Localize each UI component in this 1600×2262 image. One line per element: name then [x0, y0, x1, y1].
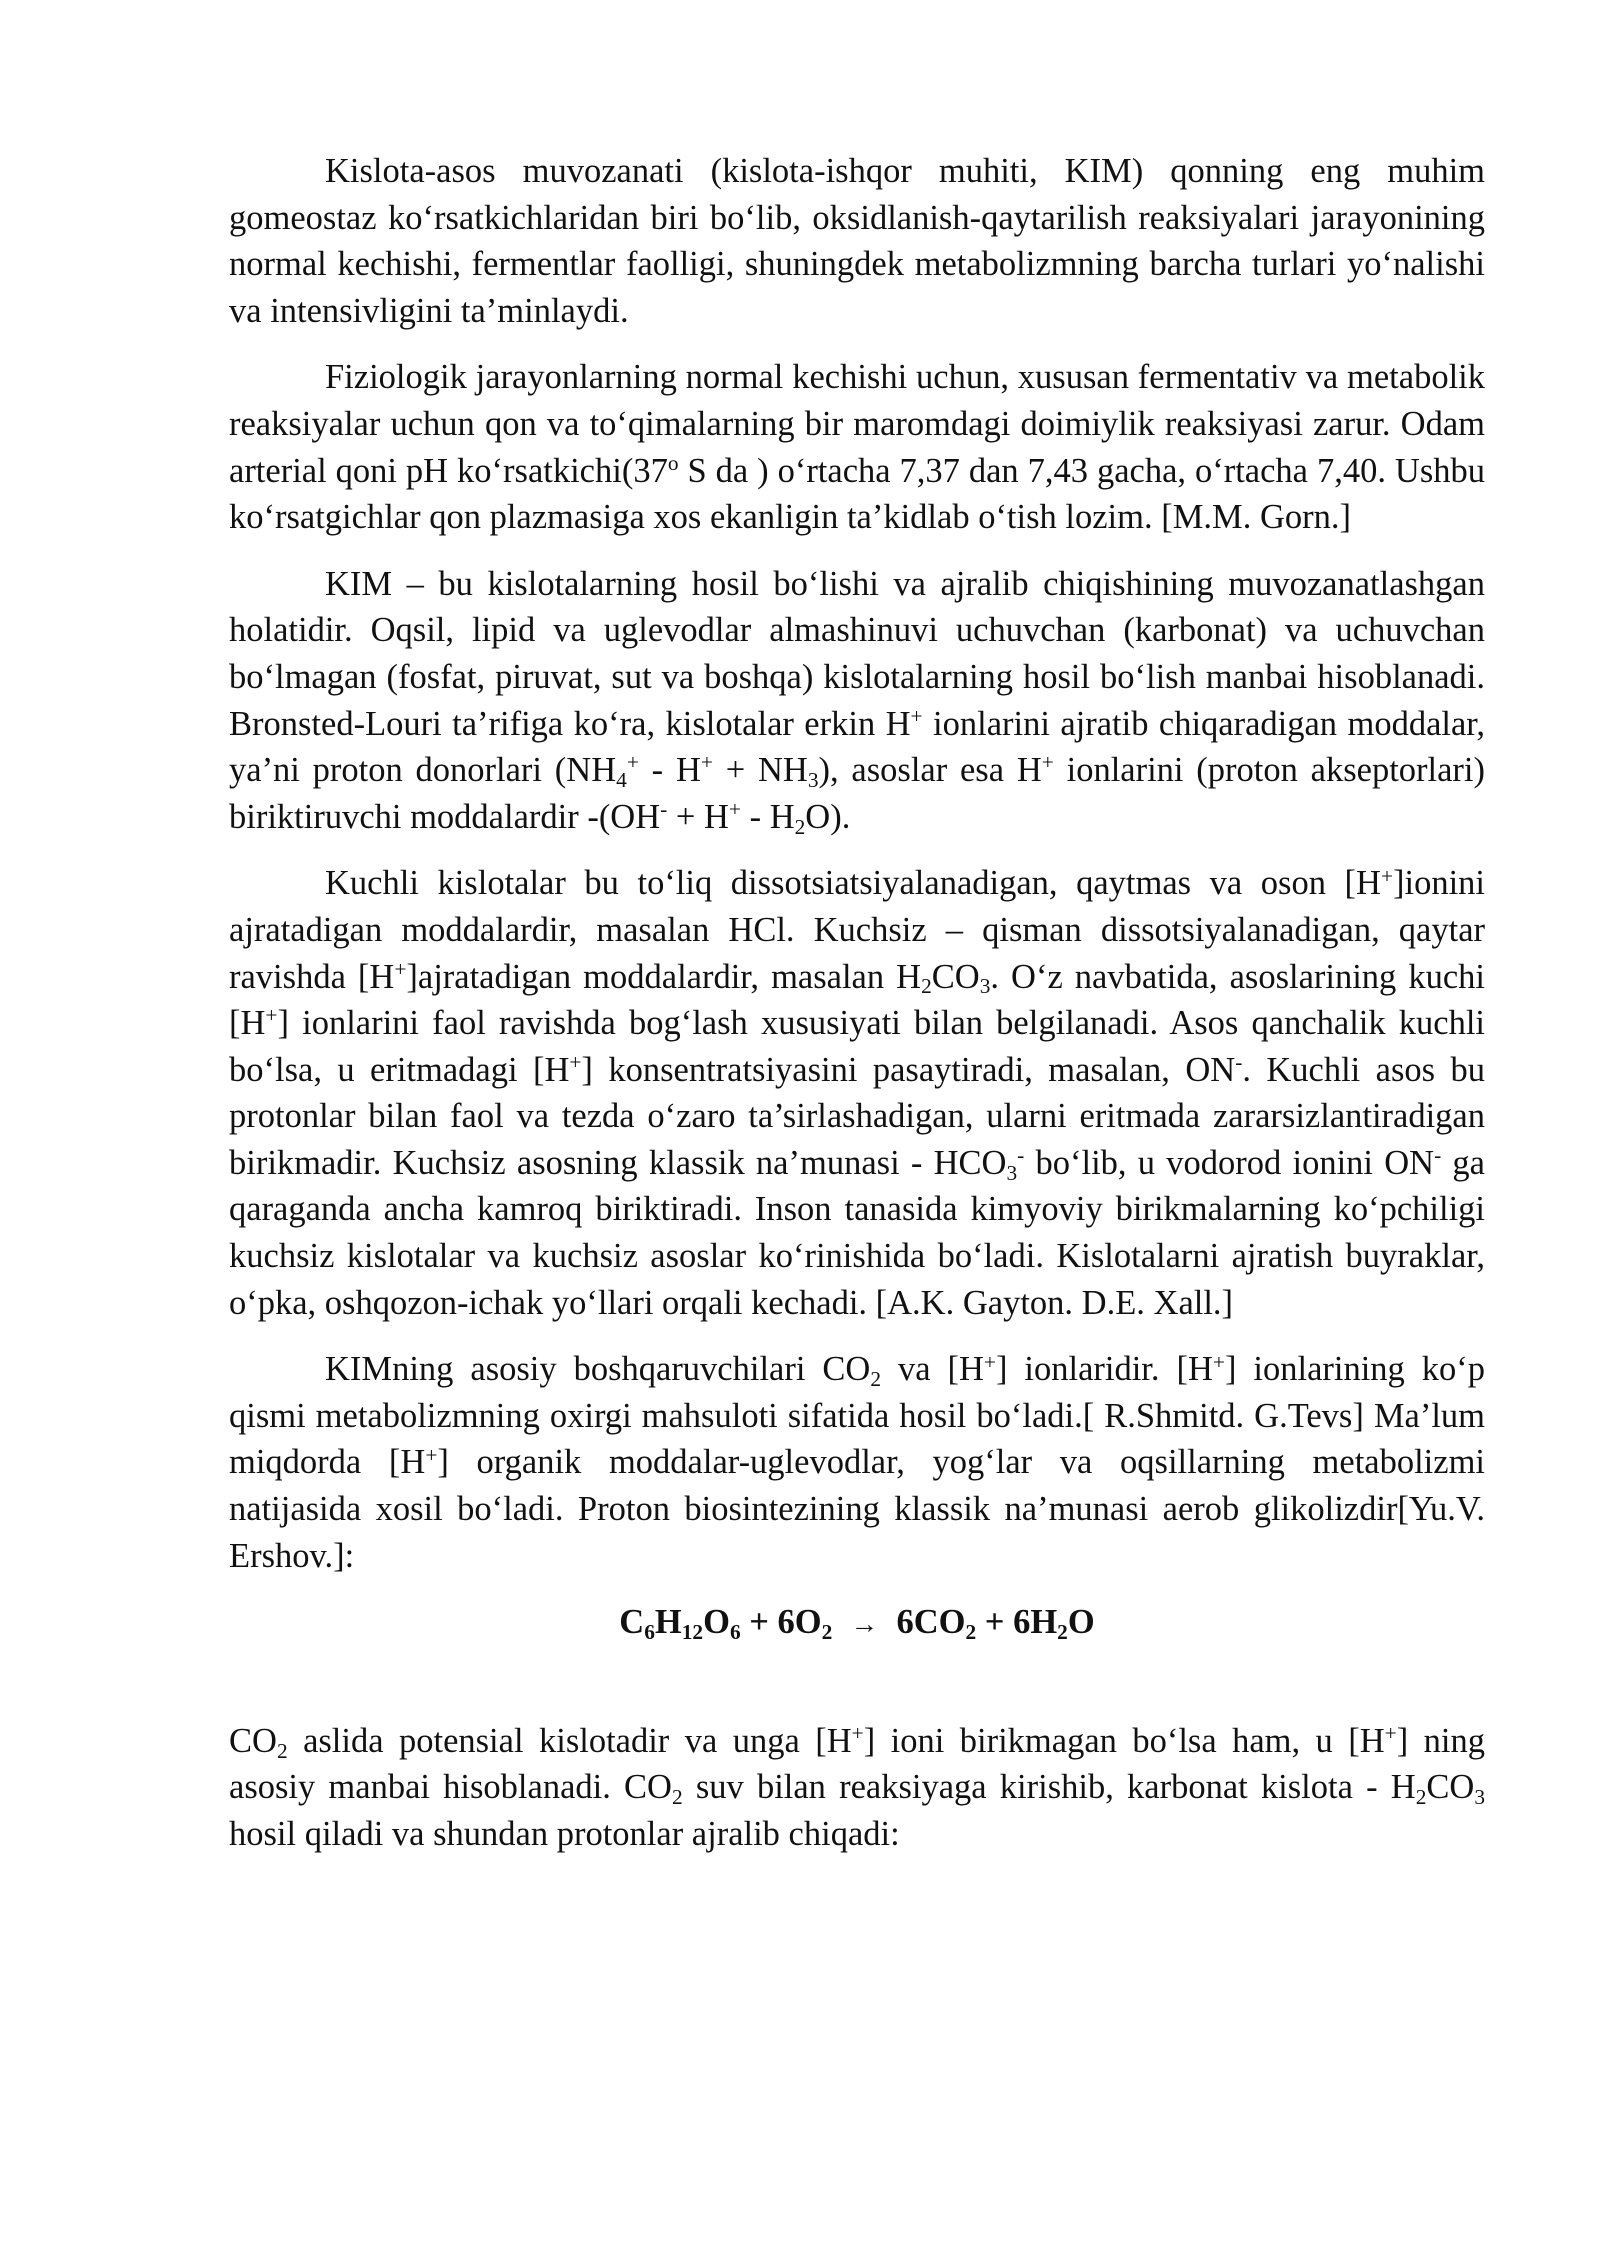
- text-run: Kuchli kislotalar bu to‘liq dissotsiatsiyalanadigan, qaytmas va oson [H: [325, 864, 1381, 903]
- text-run: suv bilan reaksiyaga kirishib, karbonat kislota - H: [682, 1768, 1416, 1807]
- paragraph-blood-ph: [229, 354, 1485, 540]
- text-run: ] ning asosiy manbai hisoblanadi. CO: [229, 1721, 1485, 1807]
- text-run: hosil qiladi va shundan protonlar ajralib chiqadi:: [229, 1815, 900, 1853]
- superscript: +: [983, 1349, 996, 1374]
- subscript: 2: [671, 1785, 683, 1810]
- subscript: 2: [794, 814, 806, 839]
- text-run: O: [703, 1603, 730, 1642]
- text-run: aslida potensial kislotadir va unga [H: [287, 1721, 852, 1760]
- subscript: 4: [616, 768, 627, 793]
- superscript: +: [1384, 1721, 1397, 1746]
- text-run: Kislota-asos muvozanati (kislota-ishqor muhiti, KIM) qonning eng muhim gomeostaz ko‘rsatkichlaridan biri bo‘lib, oksidlanish-qaytarilish reaksiyalari jarayonining normal kechishi, fermentlar faolligi, shuningdek metabolizmning barcha turlari yo‘nalishi va intensivligini ta’minlaydi.: [229, 152, 1485, 330]
- subscript: 2: [1057, 1620, 1068, 1645]
- superscript: -: [660, 796, 668, 821]
- paragraph-strong-weak-acids: [229, 860, 1485, 1326]
- document-page: [229, 148, 1485, 1878]
- text-run: ] organik moddalar-uglevodlar, yog‘lar va oqsillarning metabolizmi natijasida xosil bo‘ladi. Proton biosintezining klassik na’munasi aerob glikolizdir[Yu.V. Ershov.]:: [229, 1443, 1485, 1575]
- subscript: 2: [965, 1620, 977, 1645]
- text-run: H: [654, 1603, 682, 1642]
- text-run: - H: [740, 797, 795, 836]
- text-run: ] konsentratsiyasini pasaytiradi, masalan, ON: [581, 1050, 1236, 1089]
- superscript: -: [1017, 1143, 1025, 1168]
- subscript: 3: [807, 768, 819, 793]
- superscript: -: [1235, 1049, 1243, 1074]
- superscript: +: [700, 750, 713, 775]
- superscript: +: [851, 1721, 864, 1746]
- text-run: ] ionlaridir. [H: [995, 1350, 1213, 1389]
- subscript: 3: [1474, 1785, 1485, 1810]
- superscript: +: [569, 1049, 582, 1074]
- text-run: ] ionlarini faol ravishda bog‘lash xususiyati bilan belgilanadi. Asos qanchalik kuchli bo‘lsa, u eritmadagi [H: [229, 1004, 1485, 1089]
- text-run: + H: [667, 797, 729, 836]
- text-run: KIMning asosiy boshqaruvchilari CO: [325, 1350, 871, 1389]
- text-run: KIM – bu kislotalarning hosil bo‘lishi va ajralib chiqishining muvozanatlashgan holatidir. Oqsil, lipid va uglevodlar almashinuvi uchuvchan (karbonat) va uchuvchan bo‘lmagan (fosfat, piruvat, sut va boshqa) kislotalarning hosil bo‘lish manbai hisoblanadi. Bronsted-Louri ta’rifiga ko‘ra, kislotalar erkin H: [229, 564, 1485, 743]
- text-run: Fiziologik jarayonlarning normal kechishi uchun, xususan fermentativ va metabolik reaksiyalar uchun qon va to‘qimalarning bir maromdagi doimiylik reaksiyasi zarur. Odam arterial qoni pH ko‘rsatkichi(37: [229, 358, 1485, 490]
- text-run: ]ionini ajratadigan moddalardir, masalan HCl. Kuchsiz – qisman dissotsiyalanadigan, qaytar ravishda [H: [229, 864, 1485, 996]
- text-run: ionlarini (proton akseptorlari) biriktiruvchi moddalardir -(OH: [229, 751, 1485, 836]
- superscript: o: [667, 450, 679, 475]
- text-run: [832, 1603, 841, 1641]
- text-run: . O‘z navbatida, asoslarining kuchi [H: [229, 957, 1485, 1043]
- text-run: O: [1067, 1603, 1095, 1642]
- text-run: + 6O: [740, 1603, 822, 1642]
- subscript: 2: [870, 1367, 882, 1392]
- glycolysis-equation: [229, 1599, 1485, 1648]
- text-run: . Kuchli asos bu protonlar bilan faol va tezda o‘zaro ta’sirlashadigan, ularni eritmada zararsizlantiradigan birikmadir. Kuchsiz asosning klassik na’munasi - HCO: [229, 1050, 1485, 1182]
- text-run: va [H: [881, 1350, 984, 1389]
- text-run: ] ionlarining ko‘p qismi metabolizmning oxirgi mahsuloti sifatida hosil bo‘ladi.[ R.Shmitd. G.Tevs] Ma’lum miqdorda [H: [229, 1350, 1485, 1482]
- superscript: -: [1434, 1143, 1442, 1168]
- text-run: O).: [805, 797, 851, 836]
- subscript: 6: [644, 1620, 655, 1645]
- superscript: +: [1212, 1349, 1225, 1374]
- text-run: CO: [931, 957, 980, 996]
- text-run: 6CO: [887, 1603, 966, 1642]
- paragraph-kim-definition: [229, 148, 1485, 334]
- superscript: +: [425, 1442, 438, 1467]
- subscript: 2: [921, 974, 932, 999]
- superscript: +: [626, 750, 639, 775]
- paragraph-co2-source: [229, 1718, 1485, 1858]
- text-run: - H: [638, 751, 701, 790]
- text-run: CO: [1426, 1768, 1475, 1807]
- subscript: 2: [821, 1620, 833, 1645]
- superscript: +: [394, 956, 407, 981]
- subscript: 12: [681, 1620, 704, 1645]
- text-run: ), asoslar esa H: [818, 751, 1042, 790]
- subscript: 2: [1415, 1785, 1427, 1810]
- text-run: + NH: [712, 751, 808, 790]
- text-run: CO: [229, 1721, 277, 1760]
- text-run: ionlarini ajratib chiqaradigan moddalar, ya’ni proton donorlari (NH: [229, 704, 1486, 790]
- text-run: ] ioni birikmagan bo‘lsa ham, u [H: [863, 1721, 1385, 1760]
- reaction-arrow: →: [850, 1608, 879, 1640]
- text-run: bo‘lib, u vodorod ionini ON: [1024, 1143, 1435, 1182]
- subscript: 2: [276, 1738, 288, 1763]
- text-run: ga qaraganda ancha kamroq biriktiradi. Inson tanasida kimyoviy birikmalarning ko‘pchiligi kuchsiz kislotalar va kuchsiz asoslar ko‘rinishida bo‘ladi. Kislotalarni ajratish buyraklar, o‘pka, oshqozon-ichak yo‘llari orqali kechadi. [A.K. Gayton. D.E. Xall.]: [229, 1143, 1485, 1322]
- subscript: 3: [979, 974, 991, 999]
- superscript: +: [1041, 750, 1054, 775]
- text-run: ]ajratadigan moddalardir, masalan H: [406, 957, 922, 996]
- text-run: S da ) o‘rtacha 7,37 dan 7,43 gacha, o‘rtacha 7,40. Ushbu ko‘rsatgichlar qon plazmasiga xos ekanligin ta’kidlab o‘tish lozim. [M.M. Gorn.]: [229, 451, 1485, 537]
- superscript: +: [728, 796, 741, 821]
- text-run: + 6H: [976, 1603, 1058, 1642]
- superscript: +: [910, 703, 923, 728]
- subscript: 3: [1006, 1160, 1018, 1185]
- subscript: 6: [729, 1620, 741, 1645]
- superscript: +: [1380, 863, 1393, 888]
- text-run: C: [619, 1603, 645, 1642]
- paragraph-kim-regulators: [229, 1346, 1485, 1579]
- superscript: +: [265, 1003, 278, 1028]
- paragraph-acid-formation: [229, 561, 1485, 841]
